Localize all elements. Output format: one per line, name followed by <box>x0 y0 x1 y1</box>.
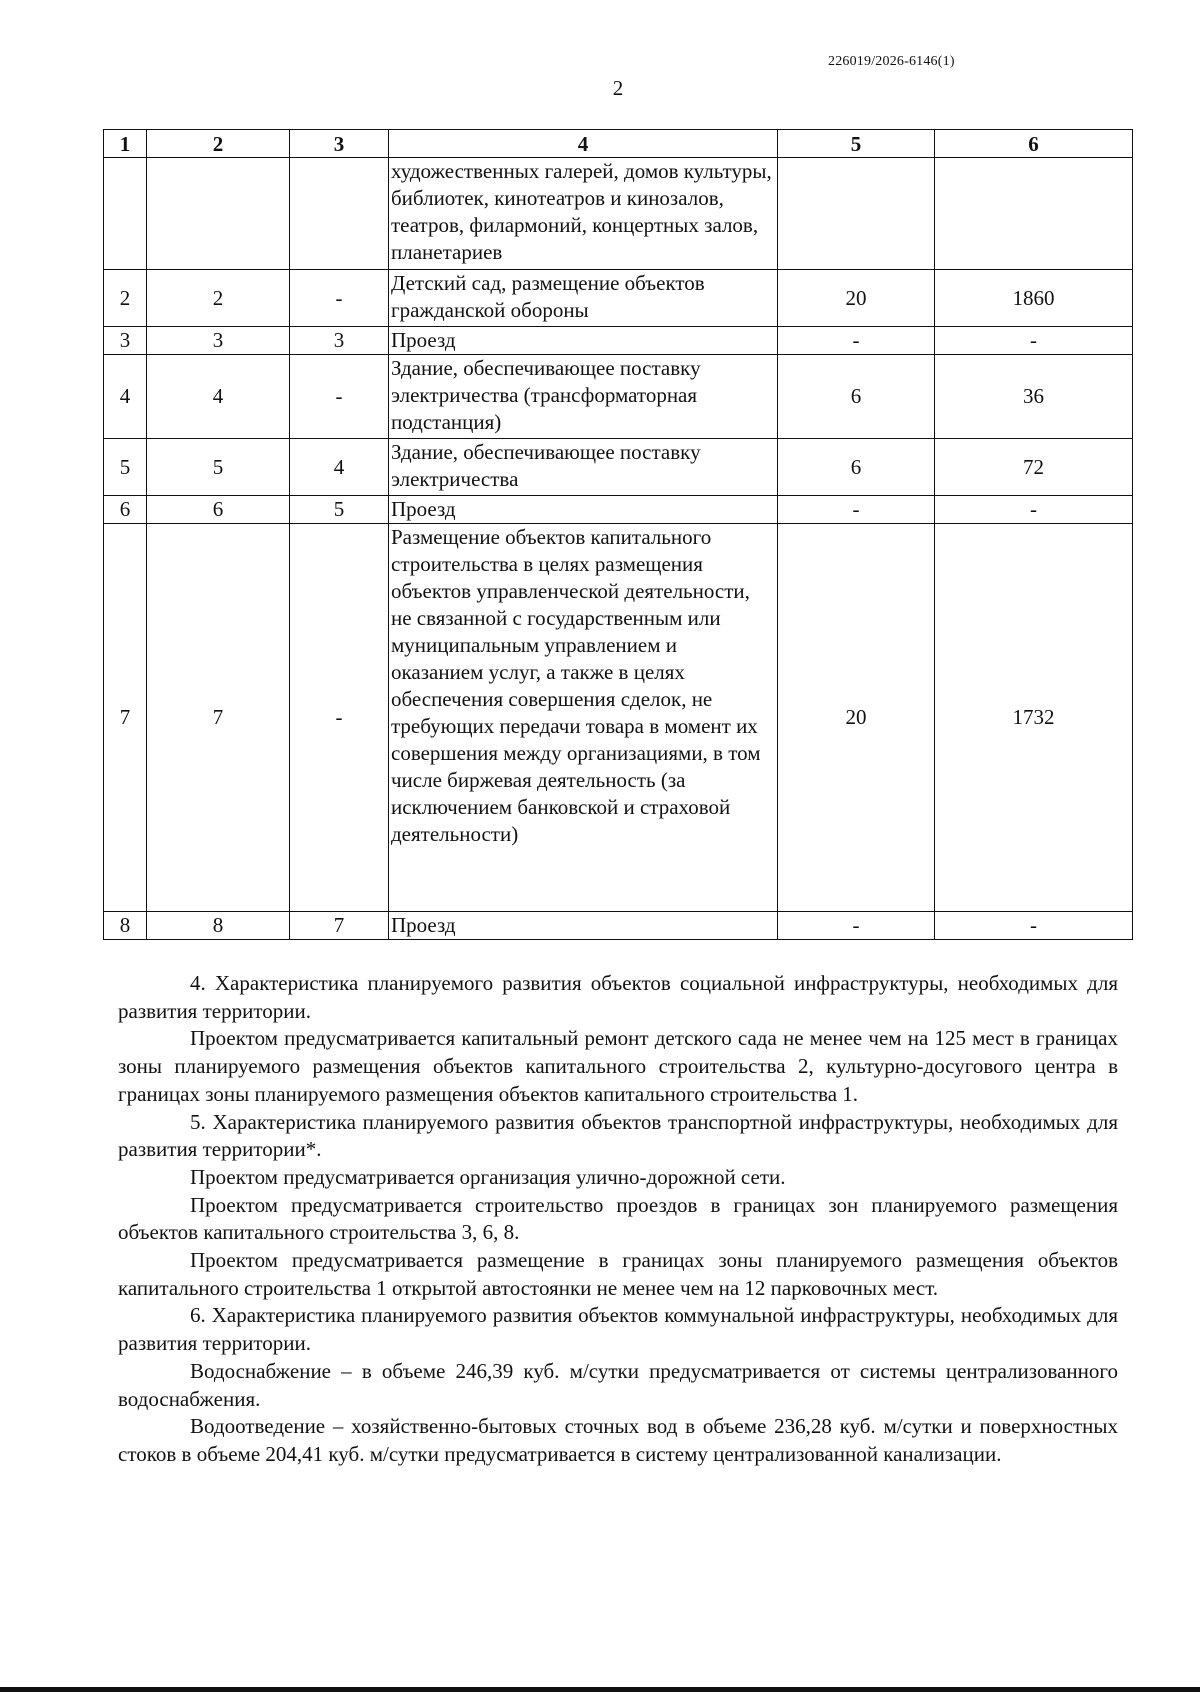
table-cell: 6 <box>147 496 290 524</box>
table-cell: - <box>290 270 389 327</box>
column-header: 4 <box>389 130 778 158</box>
table-cell: 8 <box>147 912 290 940</box>
paragraph: Проектом предусматривается строительство проездов в границах зон планируемого размещения объектов капитального строительства 3, 6, 8. <box>118 1192 1118 1245</box>
zones-table <box>103 129 1133 940</box>
column-header: 2 <box>147 130 290 158</box>
paragraph: Проектом предусматривается размещение в границах зоны планируемого размещения объектов капитального строительства 1 открытой автостоянки не менее чем на 12 парковочных мест. <box>118 1248 1118 1300</box>
table-cell: 36 <box>935 355 1133 439</box>
table-cell: - <box>935 912 1133 940</box>
table-cell-description: Здание, обеспечивающее поставку электричества (трансформаторная подстанция) <box>389 355 778 439</box>
table-cell <box>935 158 1133 270</box>
page-number: 2 <box>612 76 624 100</box>
table-cell: 20 <box>778 270 935 327</box>
body-text <box>118 970 1118 1469</box>
table-cell: 5 <box>147 439 290 496</box>
column-header: 1 <box>104 130 147 158</box>
paragraph: Проектом предусматривается капитальный ремонт детского сада не менее чем на 125 мест в границах зоны планируемого размещения объектов капитального строительства 2, культурно-досугового центра в границах зоны планируемого размещения объектов капитального строительства 1. <box>118 1026 1118 1106</box>
table-cell-description: Проезд <box>389 327 778 355</box>
table-cell: 7 <box>104 524 147 912</box>
table-cell: 4 <box>290 439 389 496</box>
table-cell: 3 <box>147 327 290 355</box>
section-5-heading: 5. Характеристика планируемого развития объектов транспортной инфраструктуры, необходимых для развития территории*. <box>118 1109 1118 1162</box>
column-header: 5 <box>778 130 935 158</box>
table-cell: 3 <box>104 327 147 355</box>
table-row <box>104 270 1133 327</box>
table-cell: 7 <box>290 912 389 940</box>
table-cell <box>104 158 147 270</box>
section-6-heading: 6. Характеристика планируемого развития объектов коммунальной инфраструктуры, необходимых для развития территории. <box>118 1303 1118 1356</box>
table-row <box>104 439 1133 496</box>
table-cell: - <box>290 524 389 912</box>
table-cell: - <box>935 496 1133 524</box>
table-cell <box>290 158 389 270</box>
table-cell: 4 <box>147 355 290 439</box>
table-cell <box>778 158 935 270</box>
table-row <box>104 912 1133 940</box>
scan-edge-line <box>0 1687 1200 1692</box>
table-cell: 6 <box>778 439 935 496</box>
table-cell: 7 <box>147 524 290 912</box>
table-row <box>104 496 1133 524</box>
document-code: 226019/2026-6146(1) <box>828 54 955 69</box>
table-cell: - <box>935 327 1133 355</box>
table-row <box>104 355 1133 439</box>
table-cell: 5 <box>104 439 147 496</box>
table-cell: - <box>778 496 935 524</box>
table-cell: 2 <box>104 270 147 327</box>
table-cell <box>147 158 290 270</box>
table-cell-description: Детский сад, размещение объектов гражданской обороны <box>389 270 778 327</box>
table-cell-description: Проезд <box>389 912 778 940</box>
table-cell: 1732 <box>935 524 1133 912</box>
table-cell-description: Здание, обеспечивающее поставку электричества <box>389 439 778 496</box>
table-row <box>104 524 1133 912</box>
table-cell: 6 <box>778 355 935 439</box>
table-row <box>104 158 1133 270</box>
table-cell: 2 <box>147 270 290 327</box>
table-cell-description: художественных галерей, домов культуры, библиотек, кинотеатров и кинозалов, театров, филармоний, концертных залов, планетариев <box>389 158 778 270</box>
table-cell: - <box>778 912 935 940</box>
table-cell: 4 <box>104 355 147 439</box>
table-cell-description: Размещение объектов капитального строительства в целях размещения объектов управленческой деятельности, не связанной с государственным или муниципальным управлением и оказанием услуг, а также в целях обеспечения совершения сделок, не требующих передачи товара в момент их совершения между организациями, в том числе биржевая деятельность (за исключением банковской и страховой деятельности) <box>389 524 778 912</box>
paragraph: Водоснабжение – в объеме 246,39 куб. м/сутки предусматривается от системы централизованного водоснабжения. <box>118 1358 1118 1411</box>
table-row <box>104 327 1133 355</box>
table-cell: 6 <box>104 496 147 524</box>
paragraph: Водоотведение – хозяйственно-бытовых сточных вод в объеме 236,28 куб. м/сутки и поверхностных стоков в объеме 204,41 куб. м/сутки предусматривается в систему централизованной канализации. <box>118 1414 1118 1466</box>
table-cell: - <box>778 327 935 355</box>
section-4-heading: 4. Характеристика планируемого развития объектов социальной инфраструктуры, необходимых для развития территории. <box>118 971 1118 1023</box>
table-cell: 72 <box>935 439 1133 496</box>
column-header: 6 <box>935 130 1133 158</box>
paragraph: Проектом предусматривается организация улично-дорожной сети. <box>190 1164 786 1189</box>
table-cell: 8 <box>104 912 147 940</box>
table-cell-description: Проезд <box>389 496 778 524</box>
table-header-row <box>104 130 1133 158</box>
table-cell: 5 <box>290 496 389 524</box>
table-cell: 3 <box>290 327 389 355</box>
column-header: 3 <box>290 130 389 158</box>
table-cell: - <box>290 355 389 439</box>
table-cell: 1860 <box>935 270 1133 327</box>
table-cell: 20 <box>778 524 935 912</box>
